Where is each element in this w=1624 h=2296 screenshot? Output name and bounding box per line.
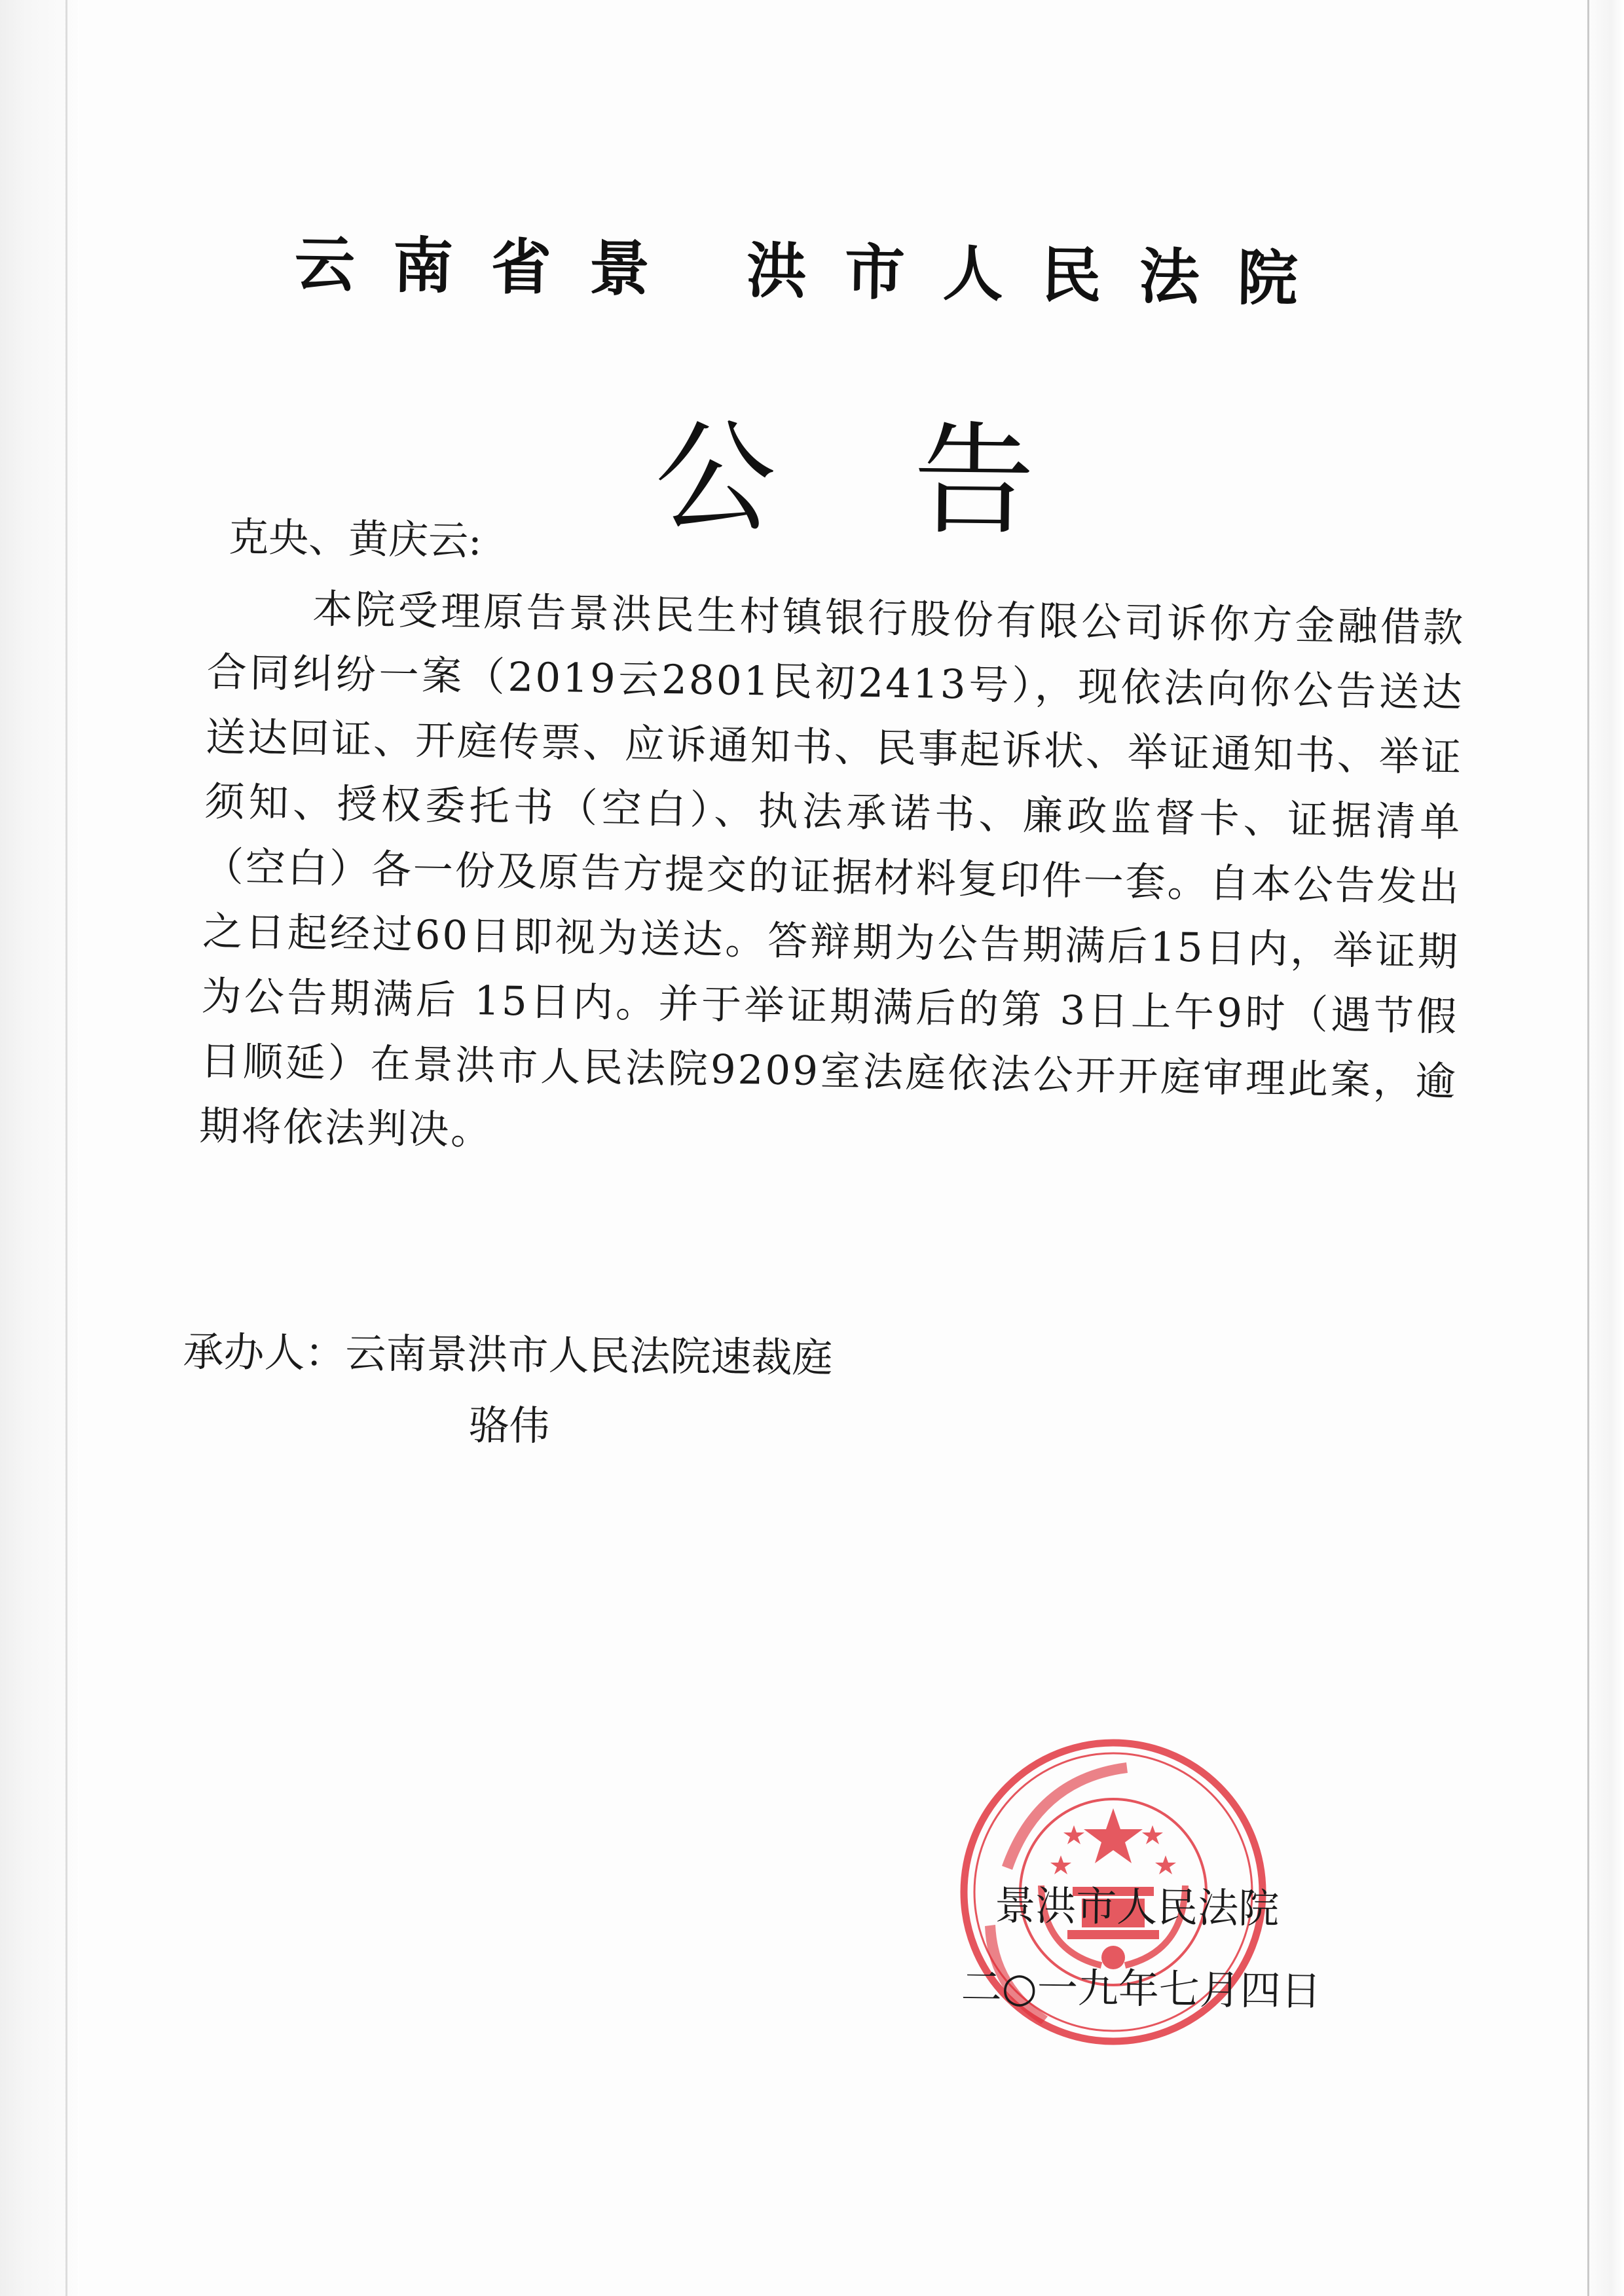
handler-line: 承办人：云南景洪市人民法院速裁庭: [183, 1327, 833, 1382]
addressee-line: 克央、黄庆云:: [228, 513, 483, 565]
handler-name: 骆伟: [468, 1401, 550, 1450]
notice-paragraph: 本院受理原告景洪民生村镇银行股份有限公司诉你方金融借款合同纠纷一案（2019云2801民初2413号），现依法向你公告送达送达回证、开庭传票、应诉通知书、民事起诉状、举证通知书、举证须知、授权委托书（空白）、执法承诺书、廉政监督卡、证据清单（空白）各一份及原告方提交的证据材料复印件一套。自本公告发出之日起经过60日即视为送达。答辩期为公告期满后15日内，举证期为公告期满后 15日内。并于举证期满后的第 3日上午9时（遇节假日顺延）在景洪市人民法院9209室法庭依法公开开庭审理此案，逾期将依法判决。: [198, 585, 1466, 1154]
court-name-heading: 云南省景 洪市人民法院: [294, 228, 1337, 315]
scan-left-margin: [0, 0, 79, 2296]
issuer-name: 景洪市人民法院: [994, 1881, 1280, 1933]
issue-date: 二○一九年七月四日: [961, 1962, 1322, 2015]
document-type-heading: 公告: [654, 407, 1173, 554]
handler-block: [183, 1316, 1035, 1450]
scan-right-margin: [1585, 0, 1624, 2296]
